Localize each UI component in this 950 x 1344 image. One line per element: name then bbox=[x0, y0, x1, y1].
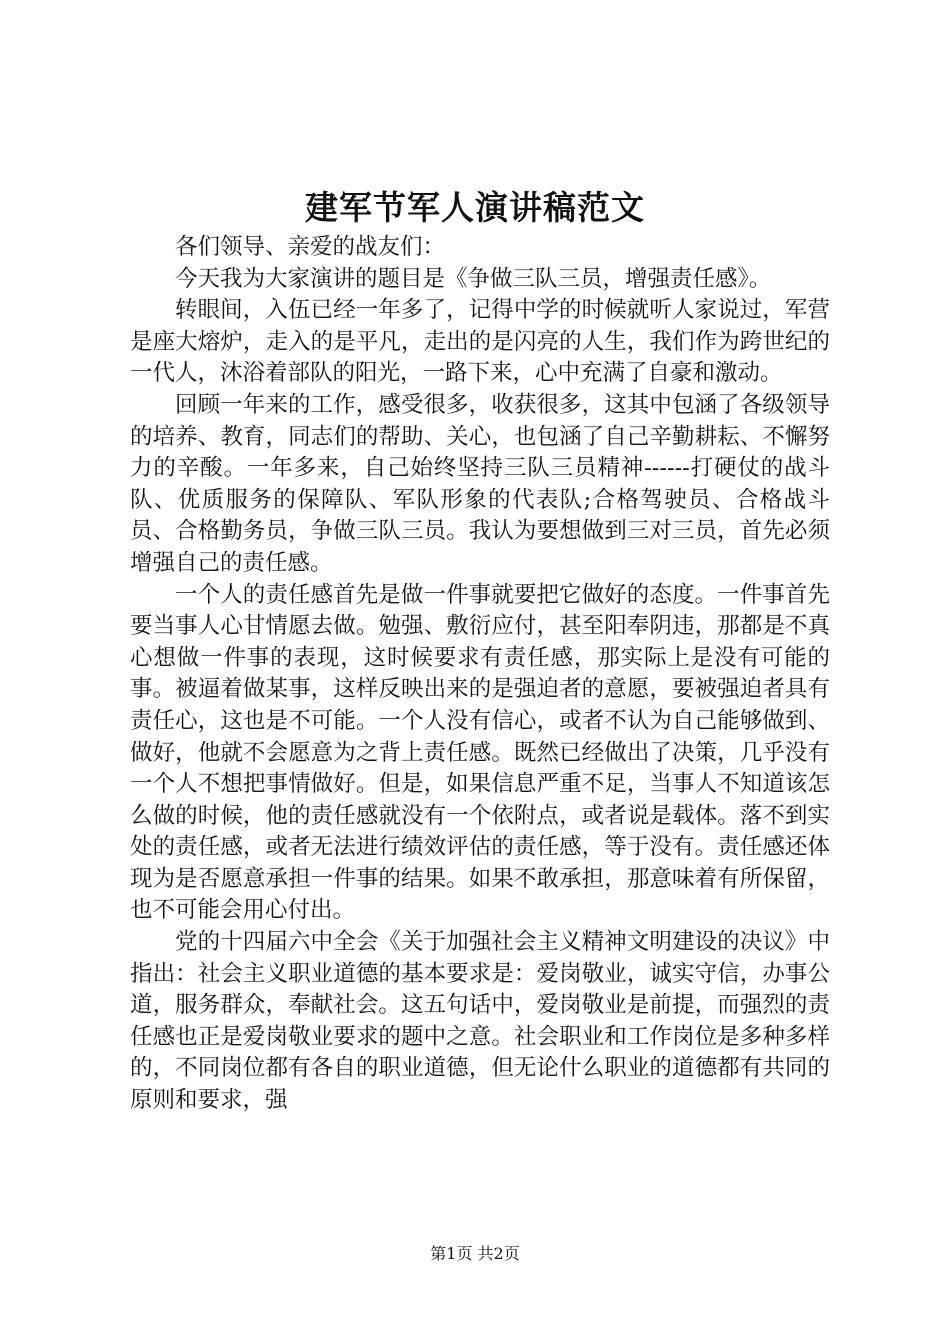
paragraph-greeting: 各们领导、亲爱的战友们： bbox=[175, 234, 446, 260]
page-number-footer: 第1页 共2页 bbox=[430, 1244, 520, 1263]
paragraph-review: 回顾一年来的工作，感受很多，收获很多，这其中包涵了各级领导的培养、教育，同志们的帮助、关心，也包涵了自己辛勤耕耘、不懈努力的辛酸。一年多来，自己始终坚持三队三员精神------打硬仗的战斗队、优质服务的保障队、军队形象的代表队;合格驾驶员、合格战斗员、合格勤务员，争做三队三员。我认为要想做到三对三员，首先必须增强自己的责任感。 bbox=[130, 391, 830, 576]
paragraph-responsibility: 一个人的责任感首先是做一件事就要把它做好的态度。一件事首先要当事人心甘情愿去做。勉强、敷衍应付，甚至阳奉阴违，那都是不真心想做一件事的表现，这时候要求有责任感，那实际上是没有可能的事。被逼着做某事，这样反映出来的是强迫者的意愿，要被强迫者具有责任心，这也是不可能。一个人没有信心，或者不认为自己能够做到、做好，他就不会愿意为之背上责任感。既然已经做出了决策，几乎没有一个人不想把事情做好。但是，如果信息严重不足，当事人不知道该怎么做的时候，他的责任感就没有一个依附点，或者说是载体。落不到实处的责任感，或者无法进行绩效评估的责任感，等于没有。责任感还体现为是否愿意承担一件事的结果。如果不敢承担，那意味着有所保留，也不可能会用心付出。 bbox=[130, 581, 830, 924]
paragraph-topic: 今天我为大家演讲的题目是《争做三队三员，增强责任感》。 bbox=[175, 265, 772, 292]
document-body bbox=[130, 232, 830, 1117]
paragraph-intro: 转眼间，入伍已经一年多了，记得中学的时候就听人家说过，军营是座大熔炉，走入的是平凡，走出的是闪亮的人生，我们作为跨世纪的一代人，沐浴着部队的阳光，一路下来，心中充满了自豪和激动。 bbox=[130, 297, 830, 387]
document-title: 建军节军人演讲稿范文 bbox=[305, 188, 645, 227]
paragraph-party-resolution: 党的十四届六中全会《关于加强社会主义精神文明建设的决议》中指出：社会主义职业道德的基本要求是：爱岗敬业，诚实守信，办事公道，服务群众，奉献社会。这五句话中，爱岗敬业是前提，而强烈的责任感也正是爱岗敬业要求的题中之意。社会职业和工作岗位是多种多样的，不同岗位都有各自的职业道德，但无论什么职业的道德都有共同的原则和要求，强 bbox=[130, 929, 830, 1114]
